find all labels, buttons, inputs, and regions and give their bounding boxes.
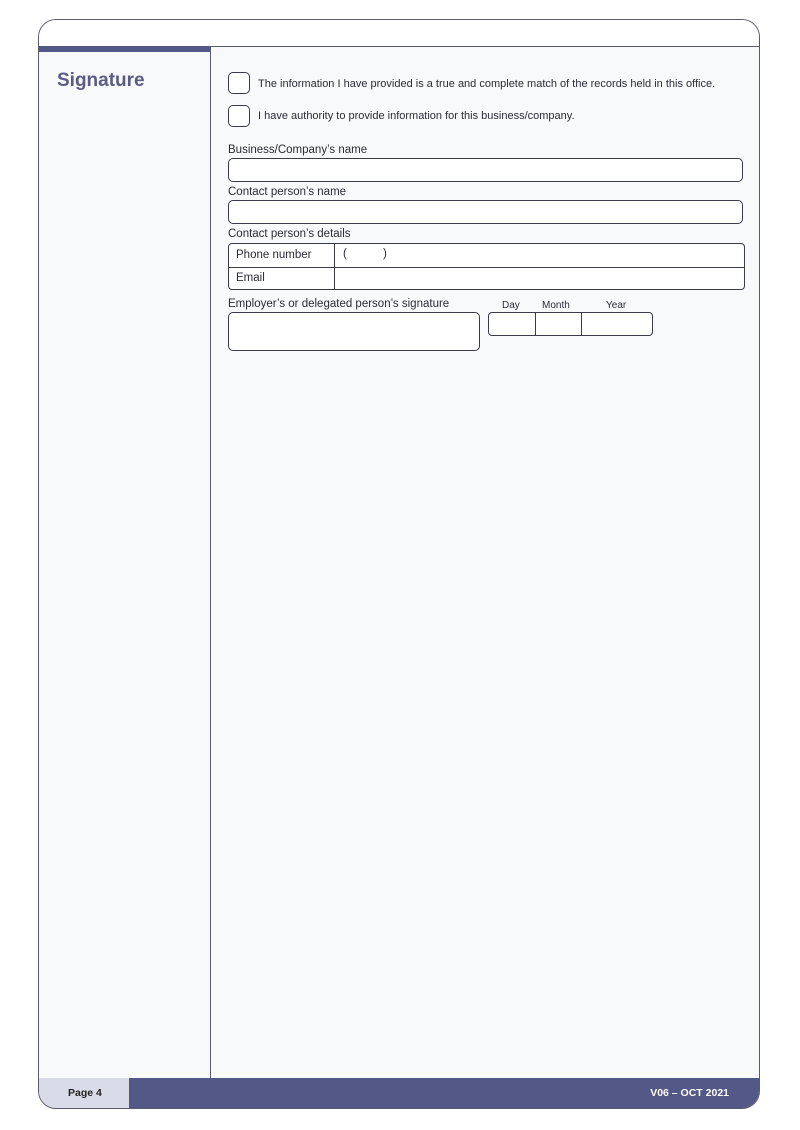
email-row [229, 267, 744, 290]
version-label: V06 – OCT 2021 [129, 1078, 759, 1108]
phone-area-open-paren: ( [343, 248, 347, 260]
contact-name-input[interactable] [228, 200, 743, 224]
contact-details-label: Contact person’s details [228, 228, 351, 240]
date-year-label: Year [606, 300, 627, 311]
page-number: Page 4 [39, 1078, 129, 1108]
email-input[interactable] [335, 267, 744, 290]
declaration-authority-checkbox[interactable] [228, 105, 250, 127]
business-name-input[interactable] [228, 158, 743, 182]
form-page [38, 19, 760, 1109]
email-label: Email [229, 267, 335, 290]
date-month-label: Month [542, 300, 570, 311]
business-name-label: Business/Company’s name [228, 144, 368, 156]
left-column [39, 46, 211, 1078]
phone-area-close-paren: ) [383, 248, 387, 260]
date-day-label: Day [502, 300, 520, 311]
declaration-true-match-checkbox[interactable] [228, 72, 250, 94]
declaration-true-match-label: The information I have provided is a true and complete match of the records held in this office. [258, 78, 716, 90]
section-title: Signature [57, 70, 145, 91]
signature-box[interactable] [228, 312, 480, 351]
contact-details-table [228, 243, 745, 290]
phone-number-input[interactable] [335, 244, 744, 267]
declaration-authority-label: I have authority to provide information for this business/company. [258, 110, 575, 122]
phone-row [229, 244, 744, 268]
page-top-strip [39, 20, 759, 47]
date-month-input[interactable] [535, 313, 582, 335]
contact-name-label: Contact person’s name [228, 186, 347, 198]
signature-label: Employer’s or delegated person’s signature [228, 298, 450, 310]
date-year-input[interactable] [581, 313, 652, 335]
phone-number-label: Phone number [229, 244, 335, 267]
date-day-input[interactable] [489, 313, 536, 335]
section-accent-bar [39, 46, 210, 52]
date-field [488, 312, 653, 336]
